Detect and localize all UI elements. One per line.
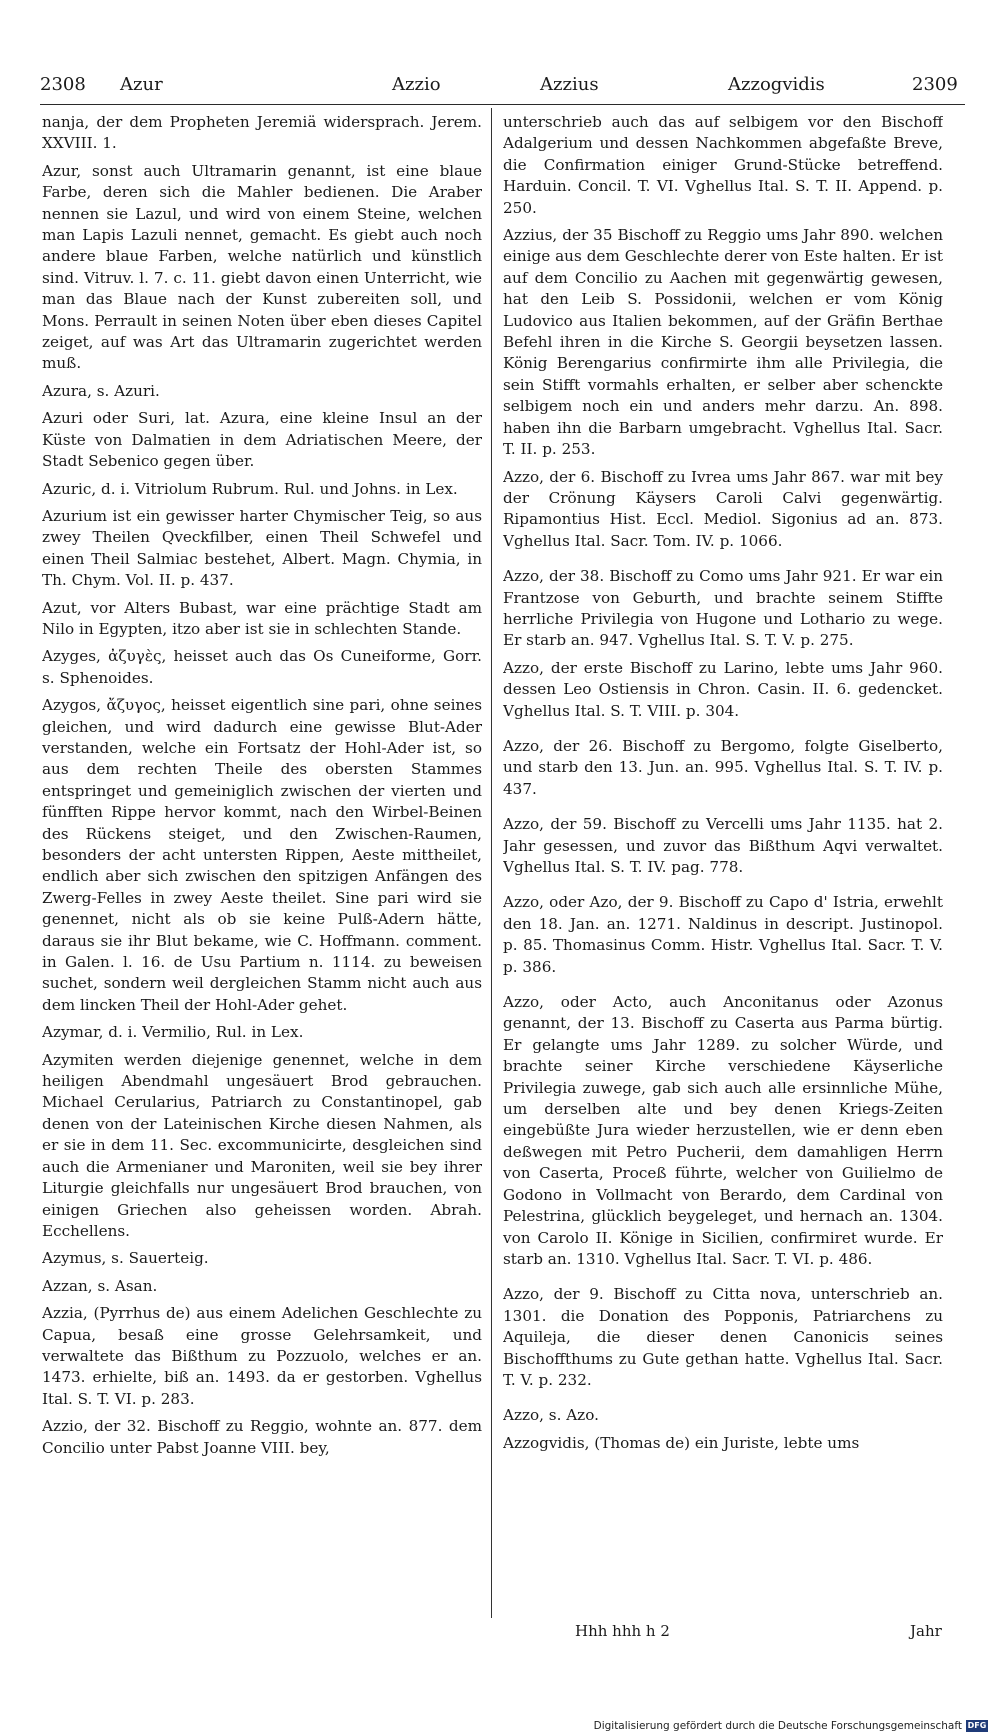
entry: Azzo, der 6. Bischoff zu Ivrea ums Jahr 867. war mit bey der Crönung Käysers Caroli Calvi gegenwärtig. Ripamontius Hist. Eccl. Mediol. Sigonius ad an. 873. Vghellus Ital. Sacr. Tom. IV. p. 1066. (503, 467, 943, 550)
signature-mark: Hhh hhh h 2 (575, 1622, 670, 1640)
right-headword: Azzogvidis (728, 74, 825, 95)
catchword: Jahr (910, 1622, 942, 1640)
entry: Azzia, (Pyrrhus de) aus einem Adelichen Geschlechte zu Capua, besaß eine grosse Gelehrsamkeit, und verwaltete das Bißthum zu Pozzuolo, welches er an. 1473. erhielte, biß an. 1493. da er gestorben. Vghellus Ital. S. T. VI. p. 283. (42, 1304, 482, 1408)
entry: Azzo, der 26. Bischoff zu Bergomo, folgte Giselberto, und starb den 13. Jun. an. 995. Vghellus Ital. S. T. IV. p. 437. (503, 736, 943, 798)
running-header (40, 74, 965, 104)
entry: Azura, s. Azuri. (42, 381, 160, 400)
left-page-number: 2308 (40, 74, 86, 95)
entry: Azzo, der 9. Bischoff zu Citta nova, unterschrieb an. 1301. die Donation des Popponis, Patriarchens zu Aquileja, die dieser denen Canonicis seines Bischoffthums zu Gute gethan hatte. Vghellus Ital. Sacr. T. V. p. 232. (503, 1285, 943, 1389)
dfg-logo: DFG (967, 1721, 987, 1730)
entry: Azymus, s. Sauerteig. (42, 1249, 209, 1268)
entry: Azzo, der 59. Bischoff zu Vercelli ums Jahr 1135. hat 2. Jahr gesessen, und zuvor das Bißthum Aqvi verwaltet. Vghellus Ital. S. T. IV. pag. 778. (503, 815, 943, 876)
entry: nanja, der dem Propheten Jeremiä widersprach. Jerem. XXVIII. 1. (42, 113, 482, 153)
entry: Azzan, s. Asan. (42, 1276, 158, 1295)
entry: Azzo, der 38. Bischoff zu Como ums Jahr 921. Er war ein Frantzose von Geburth, und brachte seinem Stiffte herrliche Privilegia von Hugone und Lothario zu wege. Er starb an. 947. Vghellus Ital. S. T. V. p. 275. (503, 567, 943, 650)
entry: Azzius, der 35 Bischoff zu Reggio ums Jahr 890. welchen einige aus dem Geschlechte derer von Este halten. Er ist auf dem Concilio zu Aachen mit gegenwärtig gewesen, hat den Leib S. Possidonii, welchen er vom König Ludovico aus Italien bekommen, auf der Gräfin Berthae Befehl ihren in die Kirche S. Georgii beysetzen lassen. König Berengarius confirmirte ihm alle Privilegia, die sein Stifft vormahls erhalten, er selber aber schenckte selbigem noch ein und anders mehr darzu. An. 898. haben ihn die Barbarn umgebracht. Vghellus Ital. Sacr. T. II. p. 253. (503, 226, 943, 459)
center-right-headword: Azzius (540, 74, 599, 95)
entry: Azzogvidis, (Thomas de) ein Juriste, lebte ums (503, 1433, 860, 1452)
entry: Azymiten werden diejenige genennet, welche in dem heiligen Abendmahl ungesäuert Brod gebrauchen. Michael Cerularius, Patriarch zu Constantinopel, gab denen von der Lateinischen Kirche diesen Nahmen, als er sie in dem 11. Sec. excommunicirte, desgleichen sind auch die Armenianer und Maroniten, weil sie bey ihrer Liturgie gleichfalls nur ungesäuert Brod brauchen, von einigen Griechen also geheissen worden. Abrah. Ecchellens. (42, 1050, 482, 1240)
entry: Azzio, der 32. Bischoff zu Reggio, wohnte an. 877. dem Concilio unter Pabst Joanne VIII. bey, (42, 1417, 482, 1457)
digitization-footer (594, 1718, 988, 1734)
entry: Azzo, s. Azo. (503, 1406, 599, 1425)
right-column (503, 112, 943, 1617)
right-page-number: 2309 (912, 74, 958, 95)
entry: Azur, sonst auch Ultramarin genannt, ist eine blaue Farbe, deren sich die Mahler bedienen. Die Araber nennen sie Lazul, und wird von einem Steine, welchen man Lapis Lazuli nennet, gemacht. Es giebt auch noch andere blaue Farben, welche natürlich und künstlich sind. Vitruv. l. 7. c. 11. giebt davon einen Unterricht, wie man das Blaue nach der Kunst zubereiten soll, und Mons. Perrault in seinen Noten über eben dieses Capitel zeiget, auf was Art das Ultramarin zugerichtet werden muß. (42, 161, 482, 373)
left-column (42, 112, 482, 1617)
entry: Azurium ist ein gewisser harter Chymischer Teig, so aus zwey Theilen Qveckfilber, einen Theil Schwefel und einen Theil Salmiac bestehet, Albert. Magn. Chymia, in Th. Chym. Vol. II. p. 437. (42, 506, 482, 590)
entry: Azyges, ἀζυγὲς, heisset auch das Os Cuneiforme, Gorr. s. Sphenoides. (42, 647, 482, 687)
entry: Azygos, ἄζυγος, heisset eigentlich sine pari, ohne seines gleichen, und wird dadurch eine gewisse Blut-Ader verstanden, welche ein Fortsatz der Hohl-Ader ist, so aus dem rechten Theile des obersten Stammes entspringet und gemeiniglich zwischen der vierten und fünfften Rippe hervor kommt, nach den Wirbel-Beinen des Rückens steiget, und den Zwischen-Raumen, besonders der acht untersten Rippen, Aeste mittheilet, endlich aber sich zwischen den spitzigen Anfängen des Zwerg-Felles in zwey Aeste theilet. Sine pari wird sie genennet, nicht als ob sie keine Pulß-Adern hätte, daraus sie ihr Blut bekame, wie C. Hoffmann. comment. in Galen. l. 16. de Usu Partium n. 1114. zu beweisen suchet, sondern weil dergleichen Stamm nicht auch aus dem lincken Theil der Hohl-Ader gehet. (42, 696, 482, 1014)
header-rule (40, 104, 965, 105)
entry: Azzo, der erste Bischoff zu Larino, lebte ums Jahr 960. dessen Leo Ostiensis in Chron. Casin. II. 6. gedencket. Vghellus Ital. S. T. VIII. p. 304. (503, 658, 943, 720)
left-headword: Azur (120, 74, 163, 95)
entry: Azut, vor Alters Bubast, war eine prächtige Stadt am Nilo in Egypten, itzo aber ist sie in schlechten Stande. (42, 598, 482, 638)
center-left-headword: Azzio (392, 74, 441, 95)
entry: Azuric, d. i. Vitriolum Rubrum. Rul. und Johns. in Lex. (42, 479, 458, 498)
entry: unterschrieb auch das auf selbigem vor den Bischoff Adalgerium und dessen Nachkommen abgefaßte Breve, die Confirmation einiger Grund-Stücke betreffend. Harduin. Concil. T. VI. Vghellus Ital. S. T. II. Append. p. 250. (503, 113, 943, 217)
entry: Azuri oder Suri, lat. Azura, eine kleine Insul an der Küste von Dalmatien in dem Adriatischen Meere, der Stadt Sebenico gegen über. (42, 409, 482, 471)
entry: Azzo, oder Acto, auch Anconitanus oder Azonus genannt, der 13. Bischoff zu Caserta aus Parma bürtig. Er gelangte ums Jahr 1289. zu solcher Würde, und brachte seiner Kirche verschiedene Käyserliche Privilegia zuwege, gab sich auch alle ersinnliche Mühe, um derselben alte und bey denen Kriegs-Zeiten eingebüßte Jura wieder herzustellen, wie er denn eben deßwegen mit Petro Pucherii, dem damahligen Herrn von Caserta, Proceß führte, welcher von Guilielmo de Godono in Vollmacht von Berardo, dem Cardinal von Pelestrina, glücklich beygeleget, und hernach an. 1304. von Carolo II. Könige in Sicilien, confirmiret wurde. Er starb an. 1310. Vghellus Ital. Sacr. T. VI. p. 486. (503, 993, 943, 1268)
column-divider (491, 108, 492, 1618)
entry: Azymar, d. i. Vermilio, Rul. in Lex. (42, 1023, 304, 1042)
entry: Azzo, oder Azo, der 9. Bischoff zu Capo d' Istria, erwehlt den 18. Jan. an. 1271. Naldinus in descript. Justinopol. p. 85. Thomasinus Comm. Histr. Vghellus Ital. Sacr. T. V. p. 386. (503, 893, 943, 976)
footer-text: Digitalisierung gefördert durch die Deutsche Forschungsgemeinschaft (593, 1720, 962, 1732)
